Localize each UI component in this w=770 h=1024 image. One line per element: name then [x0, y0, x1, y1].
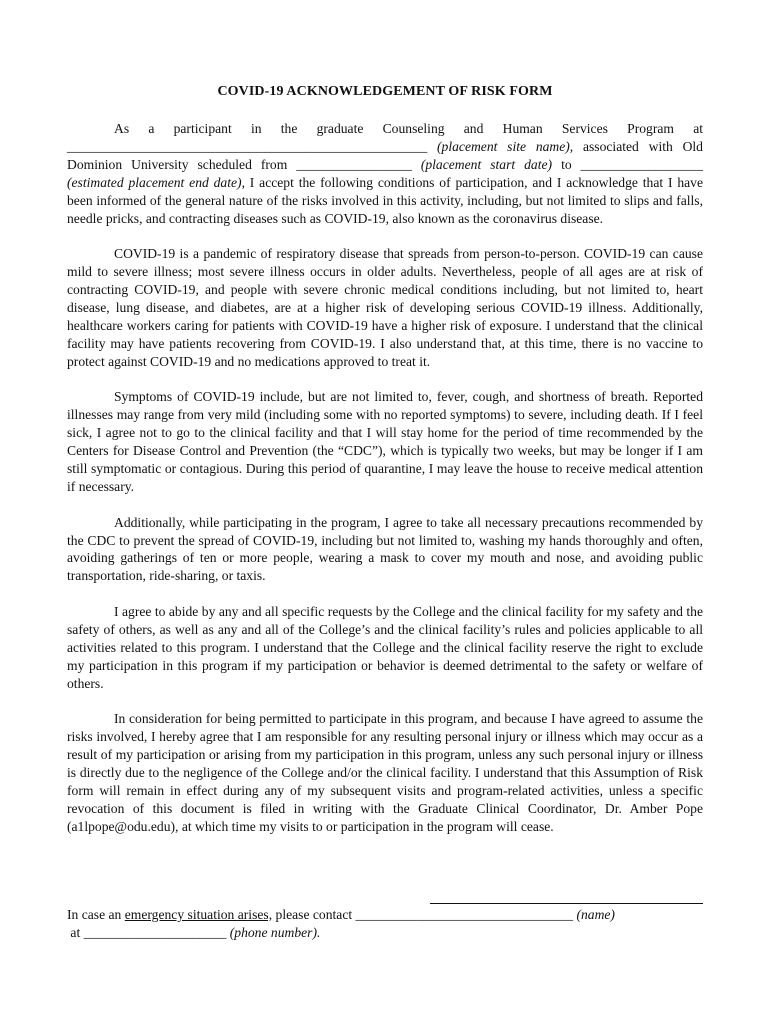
- placement-site-blank[interactable]: _____________________________________________________: [67, 138, 428, 154]
- participation-lead: As a participant in the graduate Counseling and Human Services Program at: [114, 121, 703, 136]
- with-odu-text: with Old Dominion University scheduled from: [67, 138, 703, 172]
- please-contact-text: please contact: [275, 907, 353, 922]
- contact-prefix: In case an: [67, 907, 122, 922]
- contact-phone-blank[interactable]: _____________________: [83, 925, 227, 940]
- emergency-situation-text: emergency situation arises,: [124, 907, 273, 922]
- associated-text: associated: [582, 138, 639, 154]
- to-text: to: [561, 156, 572, 172]
- emergency-contact-line-1: [67, 906, 717, 924]
- at-text: at: [70, 925, 81, 940]
- paragraph-pandemic: COVID-19 is a pandemic of respiratory disease that spreads from person-to-person. COVID-19 can cause mild to severe illness; most severe illness occurs in older adults. Nevertheless, people of all ages are at risk of contracting COVID-19, and people with severe chronic medical conditions including, but not limited to, heart disease, lung disease, and diabetes, are at a higher risk of developing serious COVID-19 illness. Additionally, healthcare workers caring for patients with COVID-19 have a higher risk of exposure. I understand that the clinical facility may have patients recovering from COVID-19. I also understand that, at this time, there is no vaccine to protect against COVID-19 and no medications approved to treat it.: [67, 246, 703, 369]
- paragraph-symptoms: Symptoms of COVID-19 include, but are not limited to, fever, cough, and shortness of breath. Reported illnesses may range from very mild (including some with no reported symptoms) to severe, including death. If I feel sick, I agree not to go to the clinical facility and that I will stay home for the period of time recommended by the Centers for Disease Control and Prevention (the “CDC”), which is typically two weeks, but may be longer if I am still symptomatic or contagious. During this period of quarantine, I may leave the house to receive medical attention if necessary.: [67, 389, 703, 494]
- placement-site-label: (placement site name),: [437, 138, 574, 154]
- paragraph-consideration: In consideration for being permitted to participate in this program, and because I have agreed to assume the risks involved, I hereby agree that I am responsible for any resulting personal injury or illness which may occur as a result of my participation or arising from my participation in this program, unless any such personal injury or illness is directly due to the negligence of the College and/or the clinical facility. I understand that this Assumption of Risk form will remain in effect during any of my subsequent visits and program-related activities, unless a specific revocation of this document is filed in writing with the Graduate Clinical Coordinator, Dr. Amber Pope (a1lpope@odu.edu), at which time my visits to or participation in the program will cease.: [67, 711, 703, 834]
- placement-end-blank[interactable]: __________________: [580, 156, 703, 172]
- placement-start-label: (placement start date): [420, 156, 553, 172]
- placement-start-blank[interactable]: _________________: [296, 156, 412, 172]
- contact-phone-label: (phone number).: [229, 925, 321, 940]
- emergency-contact: [67, 906, 717, 942]
- form-body: [67, 120, 703, 854]
- emergency-contact-line-2: [67, 924, 717, 942]
- paragraph-participation: [67, 120, 703, 227]
- participation-rest: , I accept the following conditions of participation, and I acknowledge that I have been informed of the general nature of the risks involved in this activity, including, but not limited to slips and falls, needle pricks, and contracting diseases such as COVID-19, also known as the coronavirus disease.: [67, 174, 704, 226]
- contact-name-label: (name): [576, 907, 615, 922]
- paragraph-precautions: Additionally, while participating in the program, I agree to take all necessary precautions recommended by the CDC to prevent the spread of COVID-19, including but not limited to, washing my hands thoroughly and often, avoiding gatherings of ten or more people, wearing a mask to cover my mouth and nose, and avoiding public transportation, ride-sharing, or taxis.: [67, 514, 703, 584]
- signature-line[interactable]: [430, 903, 703, 904]
- contact-name-blank[interactable]: ________________________________: [355, 907, 574, 922]
- form-title: COVID-19 ACKNOWLEDGEMENT OF RISK FORM: [217, 84, 553, 99]
- placement-end-label: (estimated placement end date): [67, 174, 242, 190]
- paragraph-rules: I agree to abide by any and all specific requests by the College and the clinical facility for my safety and the safety of others, as well as any and all of the College’s and the clinical facility’s rules and policies applicable to all activities related to this program. I understand that the College and the clinical facility reserve the right to exclude my participation in this program if my participation or behavior is deemed detrimental to the safety or welfare of others.: [67, 604, 703, 691]
